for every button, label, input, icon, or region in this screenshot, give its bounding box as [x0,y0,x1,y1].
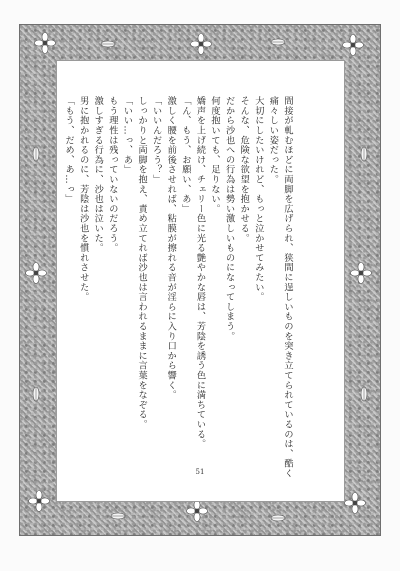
text-line: そんな、危険な欲望を抱かせる。 [238,96,250,243]
page-number: 51 [195,468,205,476]
text-line: もう理性は残っていないのだろう。 [106,96,118,253]
leaf-icon [360,146,368,162]
text-line: 「もう、だめ、あ…っ」 [63,96,75,204]
flower-icon [25,262,47,284]
flower-icon [350,262,372,284]
text-line: だから沙也への行為は勢い激しいものになってしまう。 [223,96,235,341]
flower-icon [34,32,56,54]
leaf-icon [270,514,286,522]
leaf-icon [110,512,126,520]
text-line: 間接が軋むほどに両脚を広げられ、狭間に逞しいものを突き立てられているのは、酷く [282,96,293,479]
text-line: 男に抱かれるのに、芳陰は沙也を慣れさせた。 [77,96,89,302]
flower-icon [190,33,212,55]
text-line: 大切にしたいけれど、もっと泣かせてみたい。 [252,96,264,302]
leaf-icon [32,146,40,162]
flower-icon [186,500,208,522]
flower-icon [342,34,364,56]
text-line: 痛々しい姿だった。 [267,96,279,185]
flower-icon [28,490,50,512]
text-line: 「いいんだろう？」 [150,96,162,185]
text-line: 激しすぎる行為に、沙也は泣いた。 [92,96,104,253]
text-line: しっかりと両脚を抱え、責め立てれば沙也は言われるままに言葉をなぞる。 [136,96,148,430]
text-line: 「いい…っ、あ」 [121,96,133,175]
text-line: 激しく腰を前後させれば、粘膜が擦れる音が淫らに入り口から響く。 [165,96,177,400]
flower-icon [344,492,366,514]
leaf-icon [360,386,368,402]
leaf-icon [270,38,286,46]
leaf-icon [32,386,40,402]
text-line: 「ん、もう、お願い、あ」 [179,96,191,214]
leaf-icon [100,40,116,48]
text-line: 嬌声を上げ続け、チェリー色に光る艶やかな唇は、芳陰を誘う色に満ちている。 [194,96,206,449]
text-line: 何度抱いても、足りない。 [209,96,221,214]
